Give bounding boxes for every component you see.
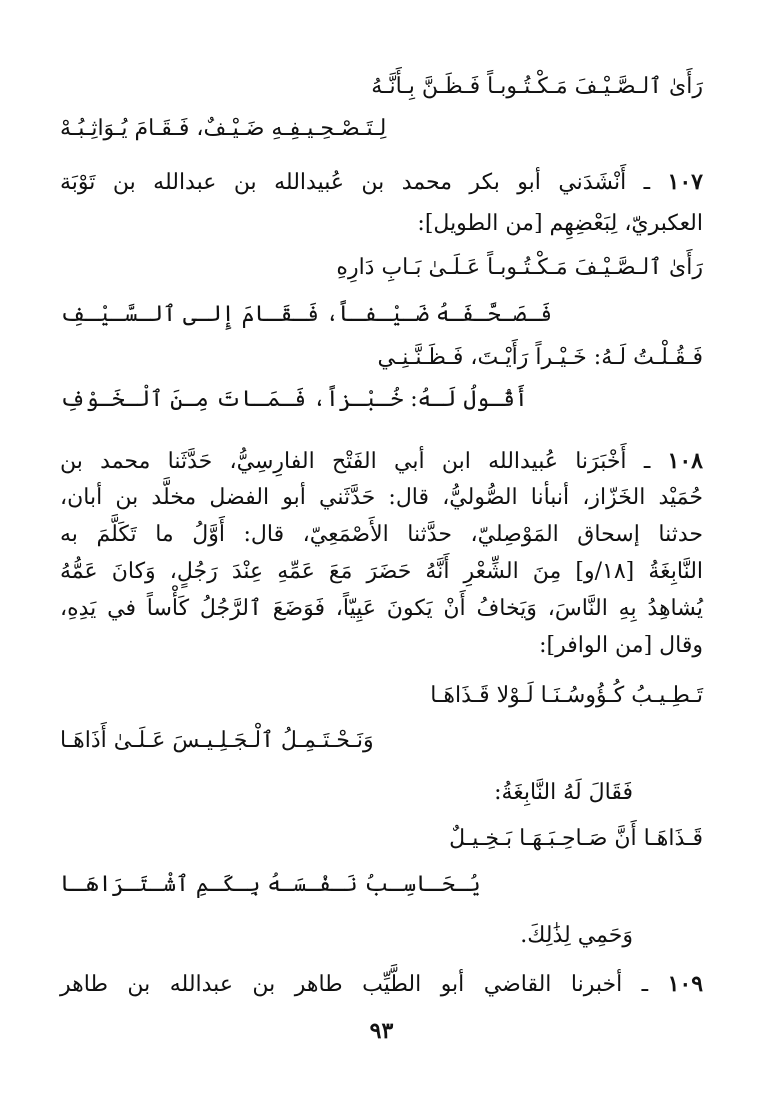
entry-108-line-4: النَّابِغَةُ [١٨/و] مِنَ الشِّعْرِ أَنَّهُ حَضَرَ مَعَ عَمِّهِ عِنْدَ رَجُلٍ، وَكانَ عَمُّهُ	[60, 559, 704, 584]
entry-number: ١٠٩	[667, 971, 704, 997]
entry-108-line-6: وقال [من الوافر]:	[539, 633, 703, 658]
entry-108-line-5: يُشاهِدُ بِهِ النَّاسَ، وَيَخافُ أَنْ يَكونَ عَيِيّاً، فَوَضَعَ ٱلرَّجُلُ كَأْساً في يَدِهِ،	[60, 596, 703, 621]
narrative-closing-line: وَحَمِي لِذَٰلِكَ.	[520, 923, 633, 948]
entry-107-text: ـ أَنْشَدَني أبو بكر محمد بن عُبيدالله بن عبدالله بن تَوْبَة	[60, 170, 651, 195]
verse-2-first-hemistich: رَأَىٰ ٱلـصَّـيْـفَ مَـكْـتُـوبـاً عَـلَـىٰ بَـابِ دَارِهِ	[336, 255, 703, 280]
entry-108-text: ـ أَخْبَرَنا عُبيدالله ابن أبي الفَتْح الفارِسِيُّ، حَدَّثَنا محمد بن	[60, 449, 651, 474]
entry-108-line-2: حُمَيْد الخَزّاز، أنبأنا الصُّوليُّ، قال: حَدَّثَني أبو الفضل مخلَّد بن أبان،	[60, 485, 703, 510]
entry-108-line-3: حدثنا إسحاق المَوْصِليّ، حدَّثنا الأَصْمَعِيّ، قال: أَوَّلُ ما تَكَلَّمَ به	[60, 522, 703, 547]
entry-number: ١٠٨	[667, 448, 703, 474]
verse-2-second-hemistich: فَـصَـحَّـفَـهُ ضَـيْـفـاً، فَـقَـامَ إِلـى ٱلـسَّـيْـفِ	[60, 302, 553, 327]
narrative-line: فَقَالَ لَهُ النَّابِغَةُ:	[494, 780, 633, 805]
entry-109-line-1	[60, 969, 703, 1000]
entry-108-line-1	[60, 446, 703, 477]
verse-3-first-hemistich: فَـقُـلْـتُ لَـهُ: خَـيْـراً رَأَيْـتَ، فَـظَـنَّـنِـي	[377, 345, 703, 370]
entry-107-line-2: العكبريّ، لِبَعْضِهِم [من الطويل]:	[417, 211, 703, 236]
verse-5-first-hemistich: قَـذَاهَـا أَنَّ صَـاحِـبَـهَـا بَـخِـيـلٌ	[449, 826, 703, 851]
verse-1-first-hemistich: رَأَىٰ ٱلـصَّـيْـفَ مَـكْـتُـوبـاً فَـظَـنَّ بِـأَنَّـهُ	[371, 74, 703, 99]
verse-4-second-hemistich: وَنَـحْـتَـمِـلُ ٱلْـجَـلِـيـسَ عَـلَـىٰ أَذَاهَـا	[60, 728, 374, 753]
verse-5-second-hemistich: يُـحَـاسِـبُ نَـفْـسَـهُ بِـكَـمِ ٱشْـتَـرَاهَـا	[60, 872, 481, 897]
entry-107-line-1	[60, 167, 703, 198]
verse-1-second-hemistich: لِـتَـصْـحِـيـفِـهِ ضَـيْـفٌ، فَـقَـامَ يُـوَاثِـبُـهْ	[60, 116, 387, 141]
verse-4-first-hemistich: تَـطِـيـبُ كُـؤُوسُـنَـا لَـوْلا قَـذَاهَـا	[430, 683, 703, 708]
book-page	[60, 0, 703, 1104]
entry-109-text: ـ أخبرنا القاضي أبو الطَّيِّب طاهر بن عبدالله بن طاهر	[60, 972, 649, 997]
entry-number: ١٠٧	[667, 169, 703, 195]
verse-3-second-hemistich: أَقُـولُ لَـهُ: خُـبْـزاً، فَـمَـاتَ مِـنَ ٱلْـخَـوْفِ	[60, 387, 528, 412]
page-number: ٩٣	[369, 1018, 394, 1044]
